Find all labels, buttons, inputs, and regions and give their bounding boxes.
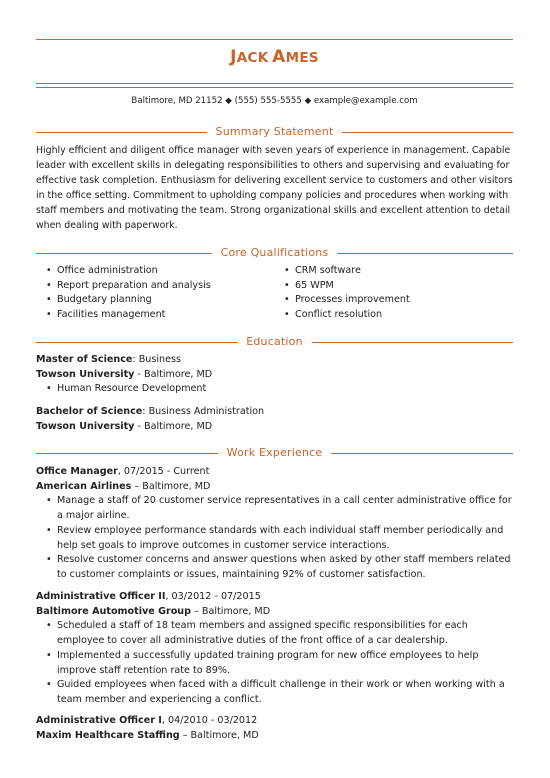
- list-item: • Human Resource Development: [36, 382, 513, 397]
- name-rule-1: [36, 83, 513, 84]
- company: Baltimore Automotive Group: [36, 605, 192, 617]
- job-title-line: [36, 590, 513, 605]
- experience-heading: [36, 446, 513, 460]
- qualifications-right-list: [274, 264, 509, 323]
- summary-heading: [36, 125, 513, 139]
- degree: Master of Science: [36, 354, 133, 365]
- list-item: • Scheduled a staff of 18 team members and assigned specific responsibilities for each employee to cover all administrative duties of the front office of a car dealership.: [36, 619, 513, 648]
- company: Maxim Healthcare Staffing: [36, 729, 180, 741]
- list-item: • Report preparation and analysis: [36, 279, 276, 294]
- name-part: A: [272, 47, 286, 67]
- location: - Baltimore, MD: [134, 420, 213, 432]
- list-item: • Budgetary planning: [36, 293, 276, 308]
- list-item: • Review employee performance standards with each individual staff member periodically and help set goals to improve outcomes in customer service interactions.: [36, 524, 513, 553]
- list-item: • Implemented a successfully updated training program for new office employees to help improve staff retention rate to 89%.: [36, 649, 513, 678]
- qualifications-section: [36, 264, 513, 326]
- summary-text: Highly efficient and diligent office manager with seven years of experience in management. Capable leader with excellent skills in delegating responsibilities to others and supervising and evaluating for effective task completion. Enthusiasm for delivering excellent service to customers and other visitors in the office setting. Commitment to upholding company policies and procedures when working with staff members and motivating the team. Strong organizational skills and excellent attention to detail when dealing with paperwork.: [36, 145, 513, 231]
- company-line: [36, 729, 513, 744]
- field: : Business Administration: [142, 406, 265, 417]
- location: – Baltimore, MD: [179, 729, 259, 741]
- degree: Bachelor of Science: [36, 406, 143, 417]
- degree-line: [36, 353, 513, 368]
- list-item: • Processes improvement: [274, 293, 509, 308]
- education-bullets: [36, 382, 513, 397]
- name-rule-2: [36, 87, 513, 88]
- field: : Business: [132, 354, 182, 365]
- candidate-name: [36, 47, 513, 68]
- name-part: J: [230, 47, 237, 67]
- section-title: Work Experience: [218, 446, 332, 460]
- list-item: • Manage a staff of 20 customer service representatives in a call center administrative office for a major airline.: [36, 494, 513, 523]
- job-bullets: [36, 619, 513, 707]
- location: – Baltimore, MD: [191, 605, 271, 617]
- top-rule: [36, 39, 513, 40]
- contact-line: Baltimore, MD 21152 ◆ (555) 555-5555 ◆ example@example.com: [131, 96, 418, 106]
- job-dates: , 03/2012 - 07/2015: [165, 591, 261, 602]
- list-item: • CRM software: [274, 264, 509, 279]
- qualifications-left-list: [36, 264, 276, 323]
- location: - Baltimore, MD: [134, 368, 213, 380]
- job-title: Administrative Officer II: [36, 591, 166, 602]
- job-dates: , 07/2015 - Current: [117, 466, 210, 477]
- list-item: • Office administration: [36, 264, 276, 279]
- school-line: [36, 368, 513, 383]
- section-title: Core Qualifications: [212, 246, 338, 260]
- job-bullets: [36, 494, 513, 582]
- education-entry: [36, 405, 513, 434]
- job-title: Office Manager: [36, 466, 118, 477]
- section-title: Education: [237, 335, 312, 349]
- school: Towson University: [36, 420, 135, 432]
- job-entry: [36, 590, 513, 708]
- school: Towson University: [36, 368, 135, 380]
- list-item: • Guided employees when faced with a difficult challenge in their work or when working with a team member and experiencing a conflict.: [36, 678, 513, 707]
- job-entry: [36, 465, 513, 583]
- location: – Baltimore, MD: [131, 480, 211, 492]
- list-item: • Resolve customer concerns and answer questions when asked by other staff members related to customer complaints or issues, maintaining 92% of customer satisfaction.: [36, 553, 513, 582]
- job-title-line: [36, 714, 513, 729]
- name-part: ACK: [236, 50, 269, 66]
- job-title: Administrative Officer I: [36, 715, 162, 726]
- company-line: [36, 605, 513, 620]
- list-item: • 65 WPM: [274, 279, 509, 294]
- job-title-line: [36, 465, 513, 480]
- summary-section: [36, 143, 513, 233]
- school-line: [36, 420, 513, 435]
- job-entry: [36, 714, 513, 743]
- list-item: • Facilities management: [36, 308, 276, 323]
- qualifications-heading: [36, 246, 513, 260]
- name-part: MES: [285, 50, 319, 66]
- job-dates: , 04/2010 - 03/2012: [161, 715, 258, 726]
- company-line: [36, 480, 513, 495]
- degree-line: [36, 405, 513, 420]
- company: American Airlines: [36, 480, 132, 492]
- section-title: Summary Statement: [207, 125, 343, 139]
- list-item: • Conflict resolution: [274, 308, 509, 323]
- education-heading: [36, 335, 513, 349]
- education-entry: [36, 353, 513, 397]
